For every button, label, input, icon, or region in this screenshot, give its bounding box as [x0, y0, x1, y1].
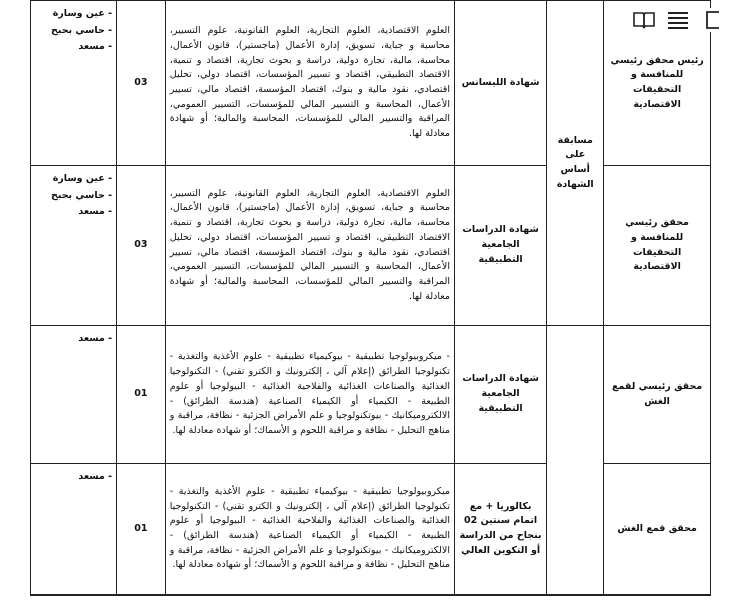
specialties-cell: - ميكروبيولوجيا تطبيقية - بيوكيمياء تطبيقية - علوم الأغذية والتغذية - تكنولوجيا الطرائق (إعلام آلي ، إلكترونيك و الكترو تقني) - التكنولوجيا الغذائية والصناعات الغذائية والفلاحية الغذائية - البيولوجيا أو علوم الطبيعة - الكيمياء أو الكيمياء الصناعية (هندسة الطرائق) - الالكتروميكانيك - بيوتكنولوجيا و علم الأمراض الجزئية - نظافة، مراقبة و مناهج التحليل - نظافة و مراقبة اللحوم و الأسماك؛ أو شهادة معادلة لها.: [165, 326, 454, 464]
viewer-toolbar: [621, 8, 729, 32]
rank-cell: رئيس محقق رئيسي للمنافسة و التحقيقات الاقتصادية: [604, 1, 711, 166]
distribution-cell: [31, 326, 117, 464]
recruitment-mode-cell: مسابقة على أساس الشهادة: [547, 1, 604, 326]
menu-icon[interactable]: [665, 9, 691, 31]
panel-icon[interactable]: [699, 9, 725, 31]
distribution-item: - مسعد: [78, 471, 113, 482]
positions-count-cell: 03: [117, 166, 166, 326]
specialties-cell: العلوم الاقتصادية، العلوم التجارية، العلوم القانونية، علوم التسيير، محاسبة و جباية، تسويق، إدارة الأعمال (ماجستير)، قانون الأعمال، محاسبة، مالية، تجارة دولية، دراسة و بحوث تجارية، اقتصاد و تنمية، الاقتصاد التطبيقي، اقتصاد و تسيير المؤسسات، اقتصاد دولي، تحليل اقتصادي، نقود مالية و بنوك، اقتصاد المؤسسة، اقتصاد مالي، تسيير الأعمال، المحاسبة و التسيير المالي للمؤسسات، التسيير العمومي، المراقبة والتسيير المالي للمؤسسات، المحاسبة والمالية؛ أو شهادة معادلة لها.: [165, 1, 454, 166]
page-bottom-rule: [30, 594, 711, 596]
distribution-item: - حاسي بحبح: [50, 24, 113, 36]
table-row: [31, 464, 711, 595]
table-row: [31, 326, 711, 464]
distribution-item: - حاسي بحبح: [50, 189, 113, 201]
diploma-cell: شهادة الليسانس: [454, 1, 546, 166]
rank-cell: محقق قمع الغش: [604, 464, 711, 595]
distribution-item: - مسعد: [78, 41, 113, 53]
specialties-cell: ميكروبيولوجيا تطبيقية - بيوكيمياء تطبيقية - علوم الأغذية والتغذية - تكنولوجيا الطرائق (إعلام آلي ، إلكترونيك و الكترو تقني) - التكنولوجيا الغذائية والصناعات الغذائية والفلاحية الغذائية - البيولوجيا أو علوم الطبيعة - الكيمياء أو الكيمياء الصناعية (هندسة الطرائق) - الالكتروميكانيك - بيوتكنولوجيا و علم الأمراض الجزئية - نظافة، مراقبة و مناهج التحليل - نظافة و مراقبة اللحوم و الأسماك؛ أو شهادة معادلة لها.: [165, 464, 454, 595]
diploma-cell: بكالوريا + مع اتمام سنتين 02 بنجاح من الدراسة أو التكوين العالي: [454, 464, 546, 595]
rank-cell: محقق رئيسي لقمع الغش: [604, 326, 711, 464]
distribution-item: - عين وسارة: [52, 173, 113, 184]
recruitment-table: [30, 0, 711, 595]
distribution-item: - مسعد: [78, 333, 113, 344]
recruitment-mode-cell-empty: [547, 326, 604, 595]
diploma-cell: شهادة الدراسات الجامعية التطبيقية: [454, 166, 546, 326]
positions-count-cell: 01: [117, 464, 166, 595]
diploma-cell: شهادة الدراسات الجامعية التطبيقية: [454, 326, 546, 464]
table-row: [31, 1, 711, 166]
table-row: [31, 166, 711, 326]
book-icon[interactable]: [631, 9, 657, 31]
distribution-item: - عين وسارة: [52, 8, 113, 19]
distribution-item: - مسعد: [78, 206, 113, 218]
specialties-cell: العلوم الاقتصادية، العلوم التجارية، العلوم القانونية، علوم التسيير، محاسبة و جباية، تسويق، إدارة الأعمال (ماجستير)، قانون الأعمال، محاسبة، مالية، تجارة دولية، دراسة و بحوث تجارية، اقتصاد و تنمية، الاقتصاد التطبيقي، اقتصاد و تسيير المؤسسات، اقتصاد دولي، تحليل اقتصادي، نقود مالية و بنوك، اقتصاد المؤسسة، اقتصاد مالي، تسيير الأعمال، المحاسبة و التسيير المالي للمؤسسات، التسيير العمومي، المراقبة والتسيير المالي للمؤسسات، المحاسبة والمالية؛ أو شهادة معادلة لها.: [165, 166, 454, 326]
distribution-cell: [31, 166, 117, 326]
distribution-cell: [31, 464, 117, 595]
positions-count-cell: 03: [117, 1, 166, 166]
rank-cell: محقق رئيسي للمنافسة و التحقيقات الاقتصادية: [604, 166, 711, 326]
distribution-cell: [31, 1, 117, 166]
positions-count-cell: 01: [117, 326, 166, 464]
